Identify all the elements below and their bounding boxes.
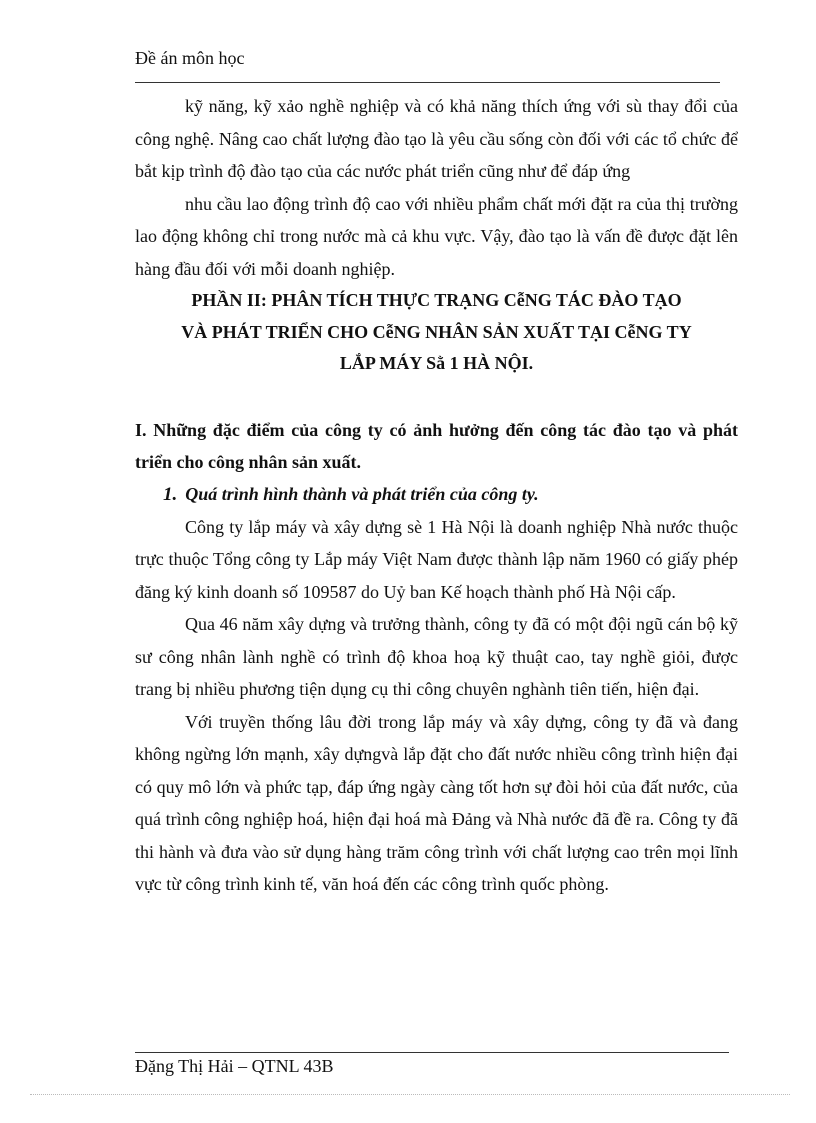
footer-divider bbox=[135, 1052, 729, 1053]
part-heading-line: PHẦN II: PHÂN TÍCH THỰC TRẠNG CễNG TÁC ĐÀO TẠO bbox=[191, 290, 682, 310]
subsection-number: 1. bbox=[163, 483, 178, 505]
document-body bbox=[135, 90, 738, 901]
page-break-line bbox=[30, 1094, 790, 1095]
paragraph: nhu cầu lao động trình độ cao với nhiều phẩm chất mới đặt ra của thị trường lao động không chỉ trong nước mà cả khu vực. Vậy, đào tạo là vấn đề được đặt lên hàng đầu đối với mỗi doanh nghiệp. bbox=[135, 193, 738, 279]
paragraph: Với truyền thống lâu đời trong lắp máy và xây dựng, công ty đã và đang không ngừng lớn mạnh, xây dựngvà lắp đặt cho đất nước nhiều công trình hiện đại có quy mô lớn và phức tạp, đáp ứng ngày càng tốt hơn sự đòi hỏi của đất nước, của quá trình công nghiệp hoá, hiện đại hoá mà Đảng và Nhà nước đã đề ra. Công ty đã thi hành và đưa vào sử dụng hàng trăm công trình với chất lượng cao trên mọi lĩnh vực từ công trình kinh tế, văn hoá đến các công trình quốc phòng. bbox=[135, 711, 738, 894]
page-header-title: Đề án môn học bbox=[135, 48, 245, 68]
part-heading bbox=[135, 285, 738, 380]
paragraph: Qua 46 năm xây dựng và trưởng thành, công ty đã có một đội ngũ cán bộ kỹ sư công nhân lành nghề có trình độ khoa hoạ kỹ thuật cao, tay nghề giỏi, được trang bị nhiều phương tiện dụng cụ thi công chuyên nghành tiên tiến, hiện đại. bbox=[135, 614, 738, 699]
part-heading-line: LẮP MÁY Sằ 1 HÀ NỘI. bbox=[339, 353, 534, 373]
part-heading-line: VÀ PHÁT TRIỂN CHO CễNG NHÂN SẢN XUẤT TẠI CễNG TY bbox=[181, 321, 692, 342]
header-divider bbox=[135, 82, 720, 83]
paragraph: Công ty lắp máy và xây dựng sè 1 Hà Nội là doanh nghiệp Nhà nước thuộc trực thuộc Tổng công ty Lắp máy Việt Nam được thành lập năm 1960 có giấy phép đăng ký kinh doanh số 109587 do Uỷ ban Kế hoạch thành phố Hà Nội cấp. bbox=[135, 516, 738, 602]
section-heading: I. Những đặc điểm của công ty có ảnh hưởng đến công tác đào tạo và phát triển cho công nhân sản xuất. bbox=[135, 419, 738, 472]
subsection-title: Quá trình hình thành và phát triển của công ty. bbox=[185, 483, 539, 504]
subsection-heading bbox=[135, 478, 738, 511]
paragraph: kỹ năng, kỹ xảo nghề nghiệp và có khả năng thích ứng với sù thay đổi của công nghệ. Nâng cao chất lượng đào tạo là yêu cầu sống còn đối với các tổ chức để bắt kịp trình độ đào tạo của các nước phát triển cũng như để đáp ứng bbox=[135, 96, 738, 181]
page-footer-author: Đặng Thị Hải – QTNL 43B bbox=[135, 1056, 334, 1076]
